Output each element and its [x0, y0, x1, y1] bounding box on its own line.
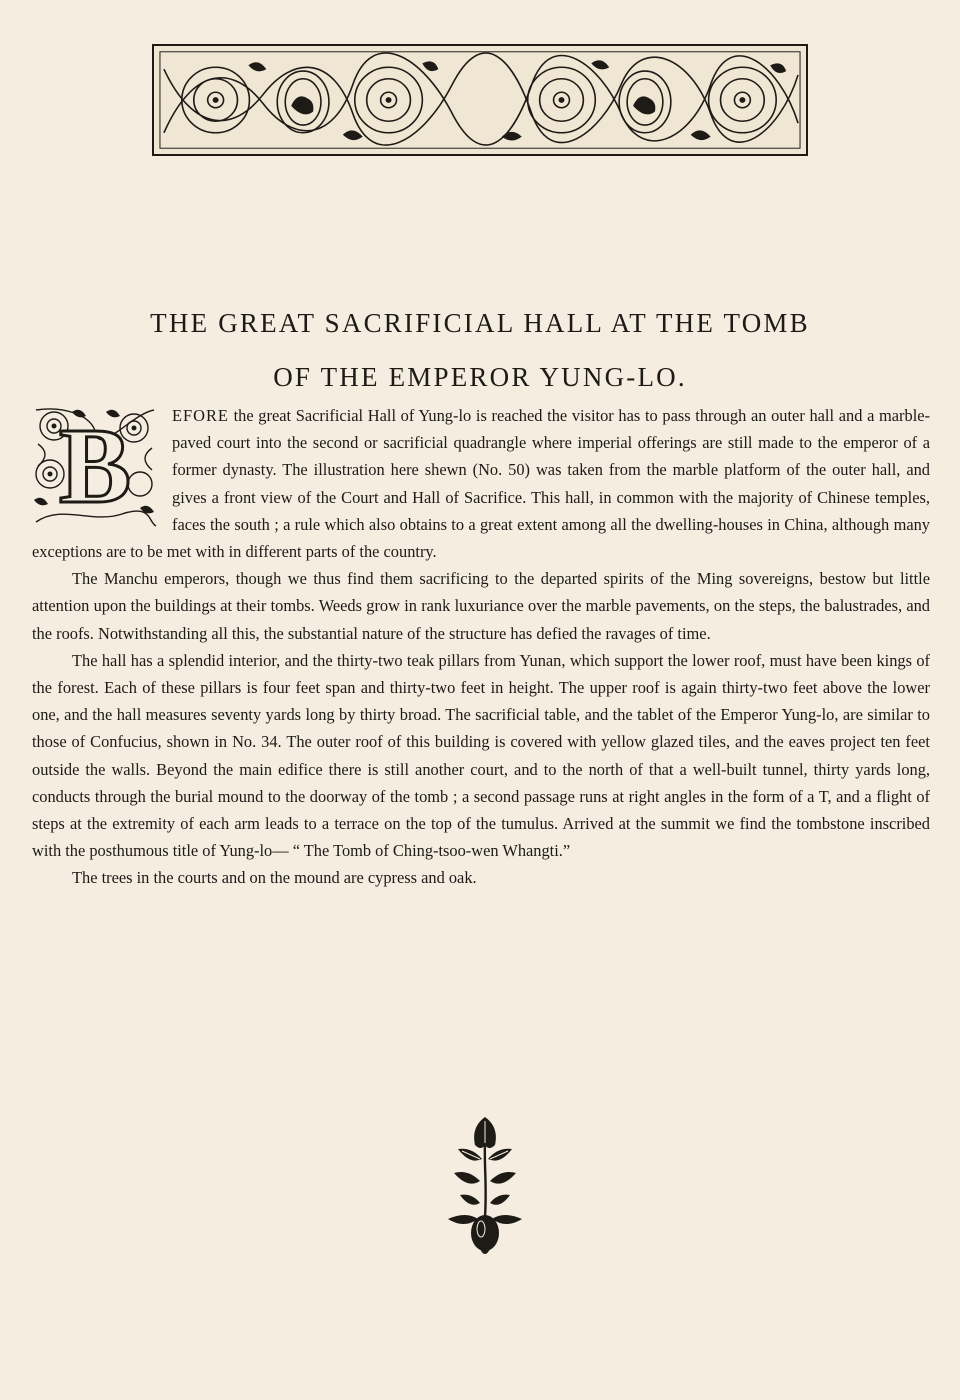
title-line-1: THE GREAT SACRIFICIAL HALL AT THE TOMB	[150, 308, 810, 339]
paragraph-2: The Manchu emperors, though we thus find them sacrificing to the departed spirits of the Ming sovereigns, bestow but little attention upon the buildings at their tombs. Weeds grow in rank luxuriance over the marble pavements, on the steps, the balustrades, and the roofs. Notwithstanding all this, the substantial nature of the structure has defied the ravages of time.	[32, 569, 930, 643]
title-line-2: OF THE EMPEROR YUNG-LO.	[273, 362, 687, 393]
page-title	[60, 296, 900, 404]
scrollwork-headpiece-icon	[152, 44, 808, 156]
drop-cap-letter: B	[58, 407, 132, 526]
paragraph-1-text: the great Sacrificial Hall of Yung-lo is reached the visitor has to pass through an outer hall and a marble-paved court into the second or sacrificial quadrangle where imperial offerings are still made to the emperor of a former dynasty. The illustration here shewn (No. 50) was taken from the marble platform of the outer hall, and gives a front view of the Court and Hall of Sacrifice. This hall, in common with the majority of Chinese temples, faces the south ; a rule which also obtains to a great extent among all the dwelling-houses in China, although many exceptions are to be met with in different parts of the country.	[32, 406, 930, 562]
article-body	[32, 402, 930, 892]
first-word-rest: EFORE	[172, 406, 229, 425]
rosehip-sprig-tailpiece-icon	[440, 1115, 530, 1260]
paragraph-1	[32, 402, 930, 565]
paragraph-4: The trees in the courts and on the mound are cypress and oak.	[72, 868, 477, 888]
paragraph-3: The hall has a splendid interior, and the thirty-two teak pillars from Yunan, which support the lower roof, must have been kings of the forest. Each of these pillars is four feet span and thirty-two feet in height. The upper roof is again thirty-two feet above the lower one, and the hall measures seventy yards long by thirty broad. The sacrificial table, and the tablet of the Emperor Yung-lo, are similar to those of Confucius, shown in No. 34. The outer roof of this building is covered with yellow glazed tiles, and the eaves project ten feet outside the walls. Beyond the main edifice there is still another court, and to the north of that a well-built tunnel, thirty yards long, conducts through the burial mound to the doorway of the tomb ; a second passage runs at right angles in the form of a T, and a flight of steps at the extremity of each arm leads to a terrace on the top of the tumulus. Arrived at the summit we find the tombstone inscribed with the posthumous title of Yung-lo— “ The Tomb of Ching-tsoo-wen Whangti.”	[32, 650, 930, 861]
drop-cap	[32, 404, 158, 530]
